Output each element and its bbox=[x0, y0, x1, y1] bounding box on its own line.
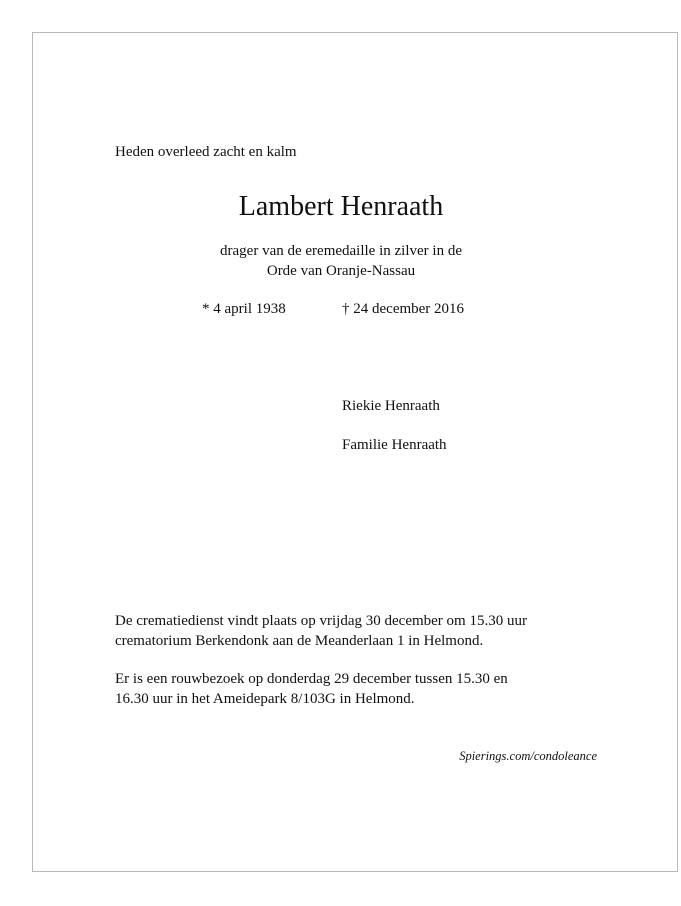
obituary-card bbox=[32, 32, 678, 872]
service-line-2: crematorium Berkendonk aan de Meanderlaan 1 in Helmond. bbox=[115, 633, 484, 649]
honor-line-2: Orde van Oranje-Nassau bbox=[266, 263, 416, 279]
intro-text: Heden overleed zacht en kalm bbox=[115, 144, 297, 160]
condolence-website[interactable]: Spierings.com/condoleance bbox=[459, 749, 597, 763]
visit-paragraph bbox=[115, 669, 568, 709]
mourner-name: Familie Henraath bbox=[342, 437, 447, 453]
mourner-name: Riekie Henraath bbox=[342, 398, 440, 414]
birth-date: * 4 april 1938 bbox=[202, 301, 286, 317]
honor-line-1: drager van de eremedaille in zilver in de bbox=[220, 243, 462, 259]
service-paragraph bbox=[115, 611, 568, 651]
honor-text bbox=[33, 241, 649, 281]
deceased-name: Lambert Henraath bbox=[238, 191, 444, 222]
visit-line-2: 16.30 uur in het Ameidepark 8/103G in Helmond. bbox=[115, 691, 415, 707]
service-line-1: De crematiedienst vindt plaats op vrijdag 30 december om 15.30 uur bbox=[115, 613, 527, 629]
death-date: † 24 december 2016 bbox=[342, 301, 465, 317]
visit-line-1: Er is een rouwbezoek op donderdag 29 december tussen 15.30 en bbox=[115, 671, 508, 687]
